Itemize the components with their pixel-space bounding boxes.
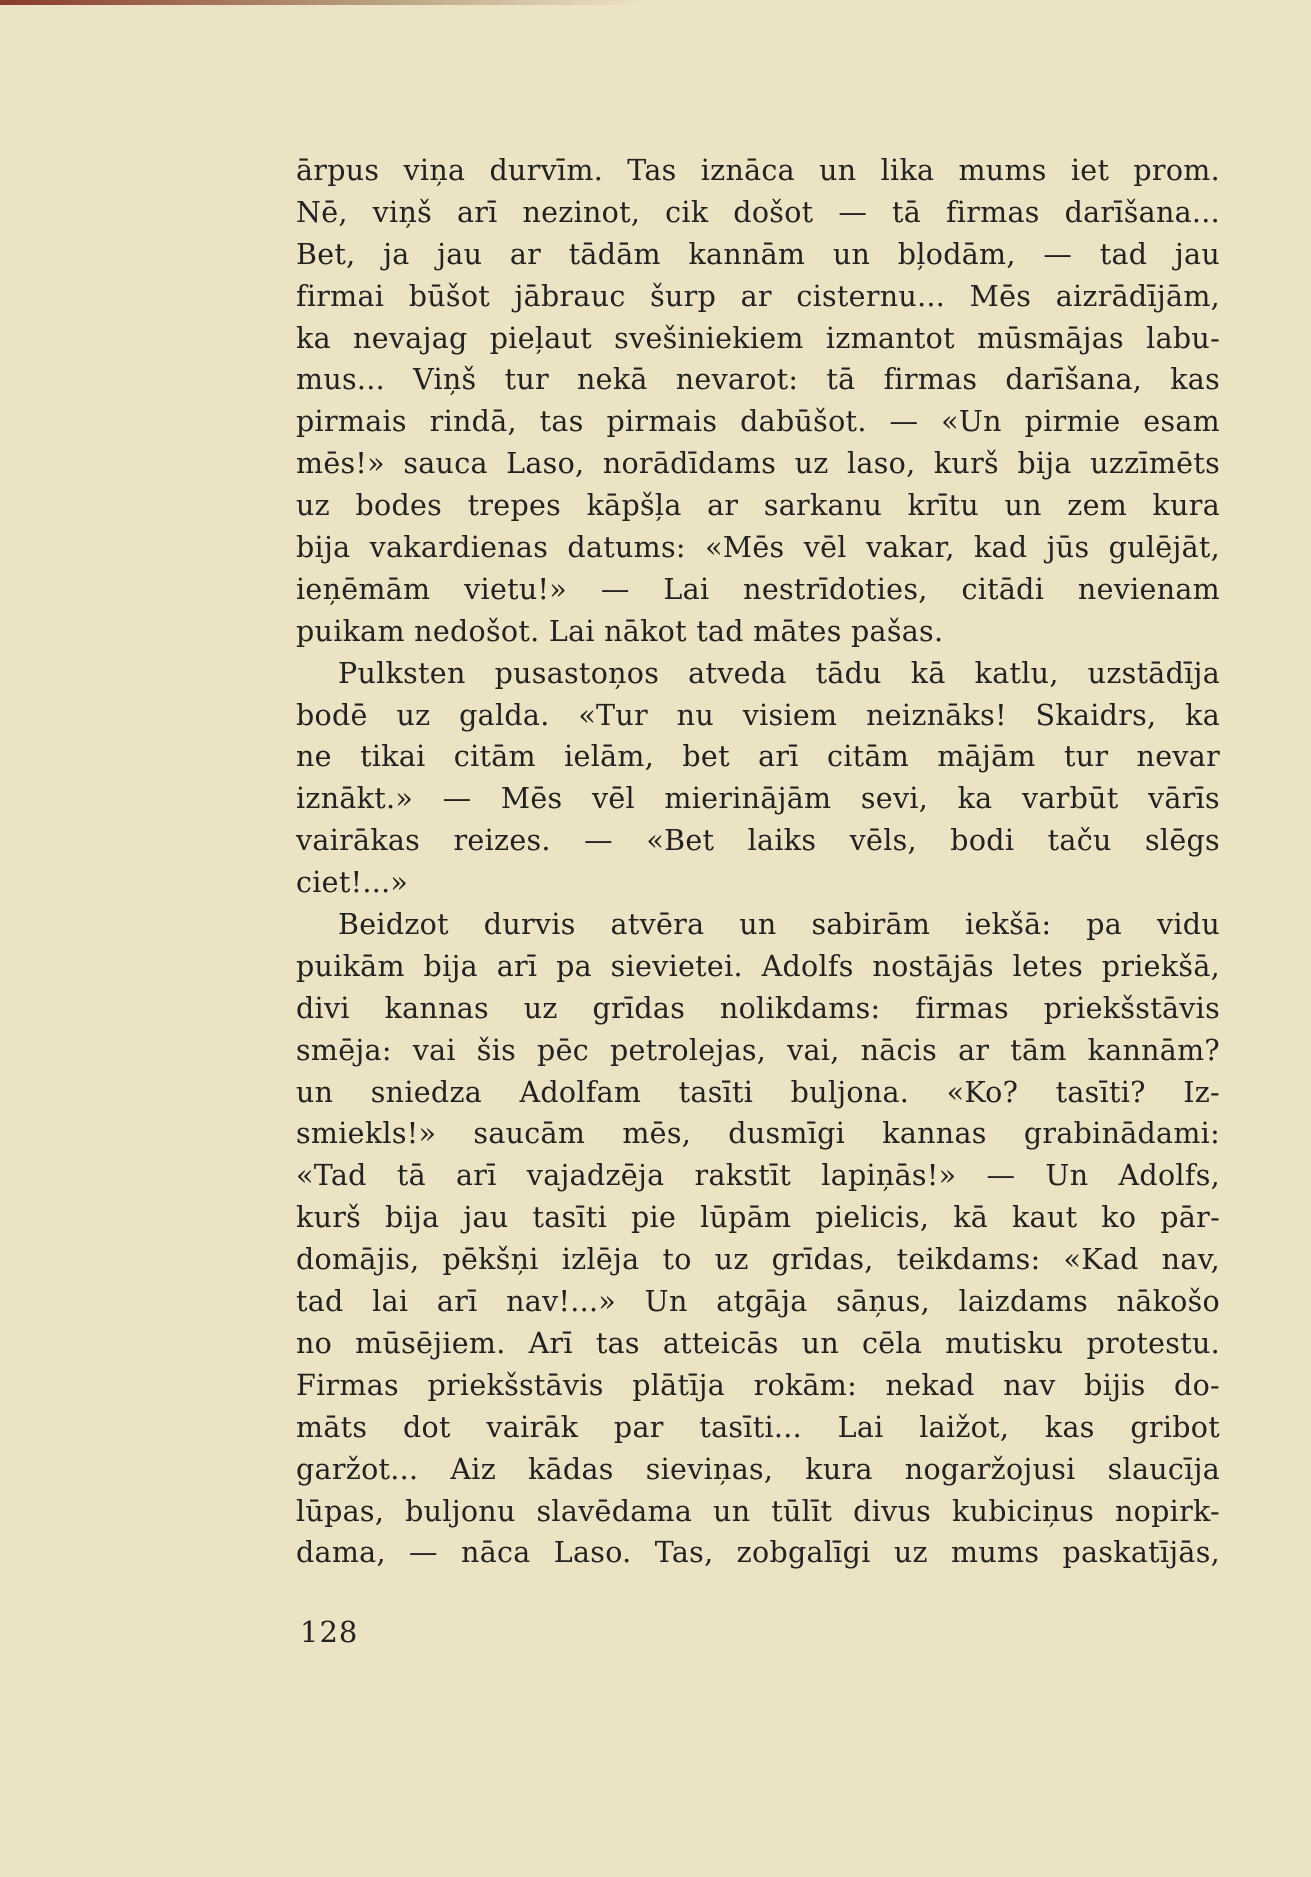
text-line: smiekls!» saucām mēs, dusmīgi kannas grabinādami: — [296, 1117, 1220, 1151]
paragraph-end-line: puikam nedošot. Lai nākot tad mātes pašas. — [296, 614, 944, 648]
text-line: «Tad tā arī vajadzēja rakstīt lapiņās!» — Un Adolfs, — [296, 1159, 1220, 1193]
text-line: ne tikai citām ielām, bet arī citām mājām tur nevar — [296, 740, 1220, 774]
text-line: smēja: vai šis pēc petrolejas, vai, nācis ar tām kannām? — [296, 1033, 1220, 1067]
text-line: lūpas, buljonu slavēdama un tūlīt divus kubiciņus nopirk- — [296, 1494, 1220, 1528]
paragraph-start-line: Beidzot durvis atvēra un sabirām iekšā: pa vidu — [338, 908, 1220, 942]
page-number: 128 — [300, 1615, 359, 1649]
text-line: Nē, viņš arī nezinot, cik došot — tā firmas darīšana... — [296, 195, 1220, 229]
paragraph-start-line: Pulksten pusastoņos atveda tādu kā katlu, uzstādīja — [338, 656, 1220, 690]
text-line: mus... Viņš tur nekā nevarot: tā firmas darīšana, kas — [296, 363, 1220, 397]
text-line: bodē uz galda. «Tur nu visiem neiznāks! Skaidrs, ka — [296, 698, 1220, 732]
text-line: dama, — nāca Laso. Tas, zobgalīgi uz mums paskatījās, — [296, 1536, 1220, 1570]
text-line: māts dot vairāk par tasīti... Lai laižot, kas gribot — [296, 1410, 1220, 1444]
text-line: Bet, ja jau ar tādām kannām un bļodām, — tad jau — [296, 237, 1220, 271]
text-line: tad lai arī nav!...» Un atgāja sāņus, laizdams nākošo — [296, 1285, 1220, 1319]
text-line: no mūsējiem. Arī tas atteicās un cēla mutisku protestu. — [296, 1326, 1220, 1360]
text-line: ārpus viņa durvīm. Tas iznāca un lika mums iet prom. — [296, 154, 1220, 187]
text-line: mēs!» sauca Laso, norādīdams uz laso, kurš bija uzzīmēts — [296, 447, 1220, 481]
text-line: puikām bija arī pa sievietei. Adolfs nostājās letes priekšā, — [296, 949, 1220, 983]
text-line: ieņēmām vietu!» — Lai nestrīdoties, citādi nevienam — [296, 572, 1220, 606]
text-line: firmai būšot jābrauc šurp ar cisternu... Mēs aizrādījām, — [296, 279, 1220, 313]
page-top-edge — [0, 0, 640, 5]
text-line: ka nevajag pieļaut svešiniekiem izmantot mūsmājas labu- — [296, 321, 1220, 355]
page-body — [296, 150, 1220, 1574]
text-line: divi kannas uz grīdas nolikdams: firmas priekšstāvis — [296, 991, 1220, 1025]
text-line: domājis, pēkšņi izlēja to uz grīdas, teikdams: «Kad nav, — [296, 1243, 1220, 1277]
text-line: pirmais rindā, tas pirmais dabūšot. — «Un pirmie esam — [296, 405, 1220, 439]
text-line: kurš bija jau tasīti pie lūpām pielicis, kā kaut ko pār- — [296, 1201, 1220, 1235]
text-line: Firmas priekšstāvis plātīja rokām: nekad nav bijis do- — [296, 1368, 1220, 1402]
text-line: uz bodes trepes kāpšļa ar sarkanu krītu un zem kura — [296, 489, 1220, 523]
text-line: garžot... Aiz kādas sieviņas, kura nogaržojusi slaucīja — [296, 1452, 1220, 1486]
text-line: bija vakardienas datums: «Mēs vēl vakar, kad jūs gulējāt, — [296, 531, 1220, 565]
paragraph-end-line: ciet!...» — [296, 866, 409, 900]
text-line: vairākas reizes. — «Bet laiks vēls, bodi taču slēgs — [296, 824, 1220, 858]
text-line: un sniedza Adolfam tasīti buljona. «Ko? tasīti? Iz- — [296, 1075, 1220, 1109]
text-line: iznākt.» — Mēs vēl mierinājām sevi, ka varbūt vārīs — [296, 782, 1220, 816]
